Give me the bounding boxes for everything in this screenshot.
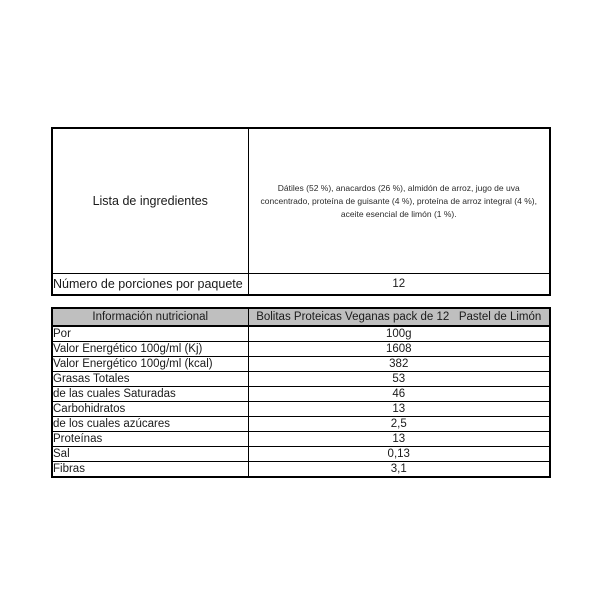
table-header-row (52, 308, 550, 326)
table-row (52, 326, 550, 342)
table-row (52, 372, 550, 387)
row-value: 13 (248, 402, 550, 417)
row-value: 382 (248, 357, 550, 372)
row-value: 0,13 (248, 447, 550, 462)
row-label: Valor Energético 100g/ml (Kj) (52, 342, 248, 357)
nutrition-table (51, 307, 551, 478)
table-row (52, 342, 550, 357)
row-label: de las cuales Saturadas (52, 387, 248, 402)
row-label: Fibras (52, 462, 248, 478)
table-row (52, 462, 550, 478)
row-label: Grasas Totales (52, 372, 248, 387)
table-row (52, 274, 550, 296)
row-value: 3,1 (248, 462, 550, 478)
table-row (52, 447, 550, 462)
row-label: Valor Energético 100g/ml (kcal) (52, 357, 248, 372)
table-row (52, 432, 550, 447)
row-label: Carbohidratos (52, 402, 248, 417)
row-value: 1608 (248, 342, 550, 357)
row-label: Por (52, 326, 248, 342)
row-value: 53 (248, 372, 550, 387)
ingredients-list-cell (248, 128, 550, 274)
product-name-header: Bolitas Proteicas Veganas pack de 12 Pastel de Limón (248, 308, 550, 326)
table-row (52, 387, 550, 402)
ingredients-list-label: Lista de ingredientes (52, 128, 248, 274)
ingredients-list-text: Dátiles (52 %), anacardos (26 %), almidón de arroz, jugo de uva concentrado, proteína de guisante (4 %), proteína de arroz integral (4 %), aceite esencial de limón (1 %). (260, 182, 537, 219)
table-row (52, 417, 550, 432)
table-row (52, 128, 550, 274)
nutrition-info-header: Información nutricional (52, 308, 248, 326)
row-value: 2,5 (248, 417, 550, 432)
row-value: 100g (248, 326, 550, 342)
ingredients-table (51, 127, 551, 296)
row-label: de los cuales azúcares (52, 417, 248, 432)
row-label: Proteínas (52, 432, 248, 447)
table-row (52, 357, 550, 372)
row-label: Sal (52, 447, 248, 462)
row-value: 46 (248, 387, 550, 402)
row-value: 13 (248, 432, 550, 447)
servings-per-pack-label: Número de porciones por paquete (52, 274, 248, 296)
table-row (52, 402, 550, 417)
servings-per-pack-value: 12 (248, 274, 550, 296)
